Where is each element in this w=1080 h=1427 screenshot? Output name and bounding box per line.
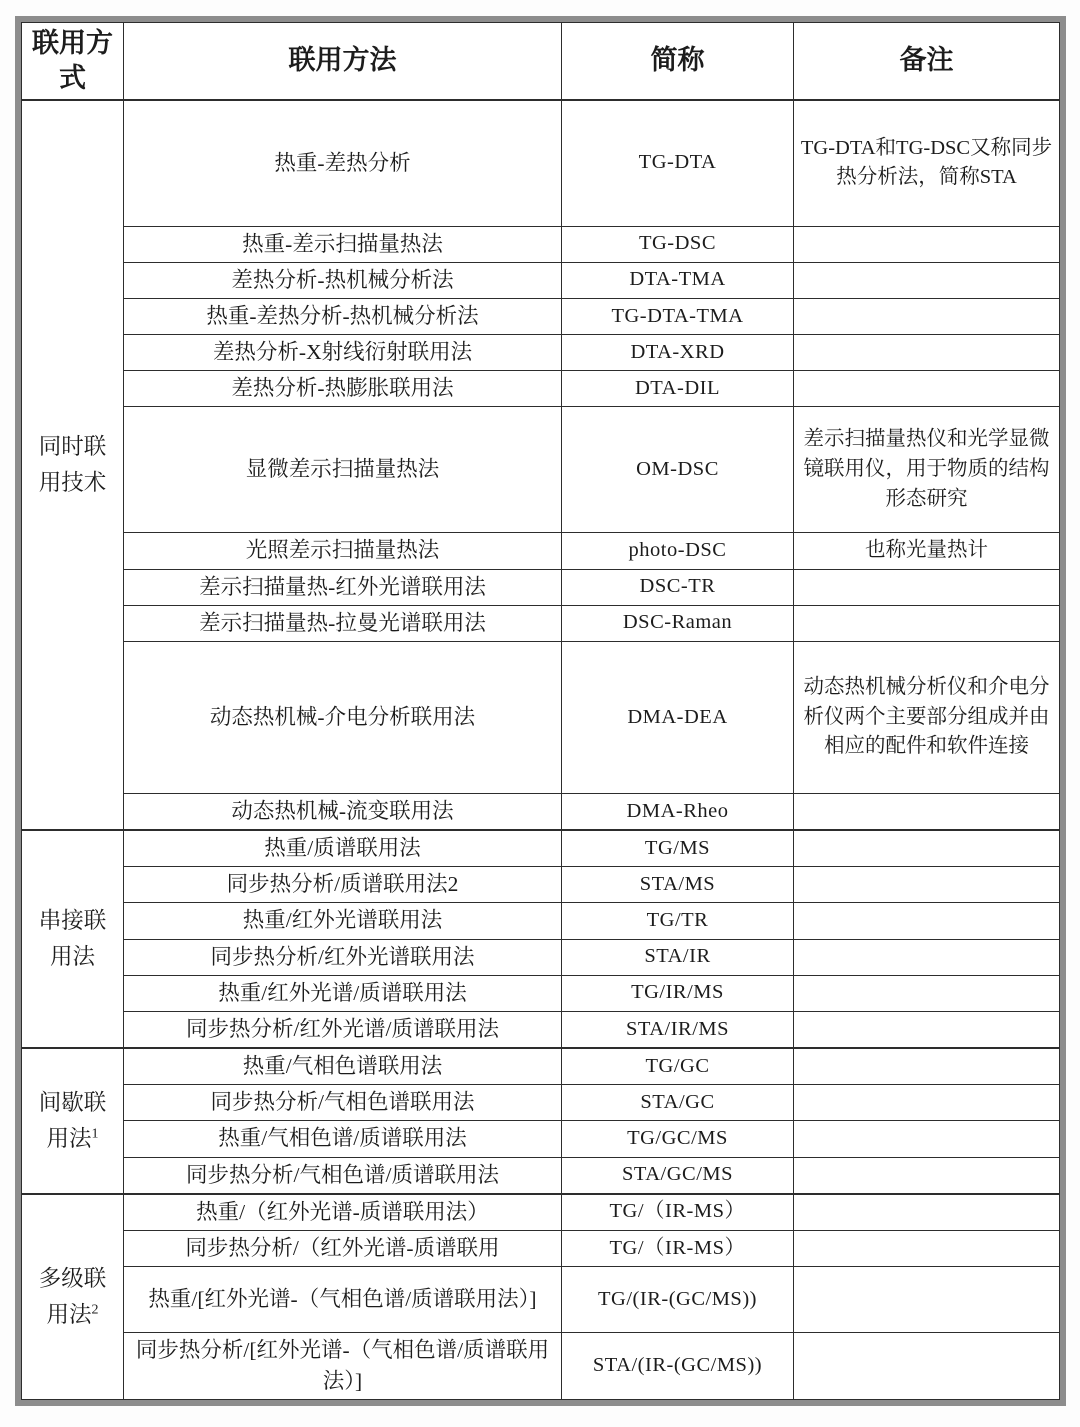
table-row	[22, 1085, 1060, 1121]
table-row	[22, 1121, 1060, 1157]
remark-cell	[794, 793, 1060, 830]
method-cell: 差热分析-X射线衍射联用法	[124, 335, 562, 371]
table-row	[22, 1230, 1060, 1266]
method-cell: 差示扫描量热-拉曼光谱联用法	[124, 605, 562, 641]
group-label: 同时联用技术	[38, 434, 107, 496]
column-header-remarks: 备注	[794, 23, 1060, 101]
remark-cell	[794, 975, 1060, 1011]
table-row	[22, 867, 1060, 903]
method-cell: 光照差示扫描量热法	[124, 533, 562, 569]
method-cell: 差热分析-热机械分析法	[124, 262, 562, 298]
remark-cell	[794, 335, 1060, 371]
table-row	[22, 1011, 1060, 1048]
column-header-abbreviation: 简称	[562, 23, 794, 101]
remark-cell	[794, 867, 1060, 903]
method-cell: 热重/红外光谱/质谱联用法	[124, 975, 562, 1011]
table-row	[22, 371, 1060, 407]
group-label-cell	[22, 1194, 124, 1400]
abbreviation-cell: DTA-DIL	[562, 371, 794, 407]
remark-cell	[794, 371, 1060, 407]
table-row	[22, 100, 1060, 226]
group-label: 多级联用法	[38, 1266, 107, 1328]
abbreviation-cell: STA/GC	[562, 1085, 794, 1121]
abbreviation-cell: TG/MS	[562, 830, 794, 867]
table-header	[22, 23, 1060, 101]
remark-cell	[794, 1085, 1060, 1121]
abbreviation-cell: STA/MS	[562, 867, 794, 903]
abbreviation-cell: TG-DTA-TMA	[562, 298, 794, 334]
remark-cell	[794, 939, 1060, 975]
remark-cell	[794, 262, 1060, 298]
remark-cell	[794, 298, 1060, 334]
method-cell: 热重/[红外光谱-（气相色谱/质谱联用法）]	[124, 1267, 562, 1333]
abbreviation-cell: TG-DSC	[562, 226, 794, 262]
abbreviation-cell: TG/(IR-(GC/MS))	[562, 1267, 794, 1333]
header-row	[22, 23, 1060, 101]
method-cell: 热重/质谱联用法	[124, 830, 562, 867]
method-cell: 同步热分析/红外光谱联用法	[124, 939, 562, 975]
abbreviation-cell: DTA-TMA	[562, 262, 794, 298]
table-row	[22, 793, 1060, 830]
method-cell: 同步热分析/[红外光谱-（气相色谱/质谱联用法）]	[124, 1333, 562, 1400]
remark-cell	[794, 1157, 1060, 1194]
method-cell: 热重-差示扫描量热法	[124, 226, 562, 262]
table-row	[22, 605, 1060, 641]
method-cell: 同步热分析/红外光谱/质谱联用法	[124, 1011, 562, 1048]
table-row	[22, 1048, 1060, 1085]
table-row	[22, 335, 1060, 371]
abbreviation-cell: TG-DTA	[562, 100, 794, 226]
table-row	[22, 569, 1060, 605]
abbreviation-cell: photo-DSC	[562, 533, 794, 569]
method-cell: 差热分析-热膨胀联用法	[124, 371, 562, 407]
abbreviation-cell: STA/(IR-(GC/MS))	[562, 1333, 794, 1400]
table-row	[22, 641, 1060, 793]
abbreviation-cell: TG/TR	[562, 903, 794, 939]
remark-cell: TG-DTA和TG-DSC又称同步热分析法，简称STA	[794, 100, 1060, 226]
column-header-coupling-mode: 联用方式	[22, 23, 124, 101]
abbreviation-cell: DMA-DEA	[562, 641, 794, 793]
method-cell: 动态热机械-流变联用法	[124, 793, 562, 830]
method-cell: 动态热机械-介电分析联用法	[124, 641, 562, 793]
remark-cell	[794, 830, 1060, 867]
table-row	[22, 407, 1060, 533]
group-label-cell	[22, 1048, 124, 1194]
abbreviation-cell: STA/IR/MS	[562, 1011, 794, 1048]
method-cell: 同步热分析/气相色谱联用法	[124, 1085, 562, 1121]
table-row	[22, 1333, 1060, 1400]
method-cell: 同步热分析/（红外光谱-质谱联用	[124, 1230, 562, 1266]
remark-cell	[794, 903, 1060, 939]
remark-cell: 差示扫描量热仪和光学显微镜联用仪，用于物质的结构形态研究	[794, 407, 1060, 533]
remark-cell	[794, 1011, 1060, 1048]
group-footnote-marker: 2	[91, 1302, 99, 1318]
abbreviation-cell: OM-DSC	[562, 407, 794, 533]
table-row	[22, 533, 1060, 569]
remark-cell	[794, 1121, 1060, 1157]
remark-cell	[794, 605, 1060, 641]
group-label-cell	[22, 830, 124, 1048]
remark-cell	[794, 1048, 1060, 1085]
group-label: 串接联用法	[38, 908, 107, 970]
method-cell: 同步热分析/气相色谱/质谱联用法	[124, 1157, 562, 1194]
remark-cell	[794, 226, 1060, 262]
table-row	[22, 298, 1060, 334]
table-row	[22, 830, 1060, 867]
table-row	[22, 1157, 1060, 1194]
abbreviation-cell: STA/GC/MS	[562, 1157, 794, 1194]
table-row	[22, 903, 1060, 939]
column-header-coupling-method: 联用方法	[124, 23, 562, 101]
method-cell: 差示扫描量热-红外光谱联用法	[124, 569, 562, 605]
method-cell: 热重-差热分析	[124, 100, 562, 226]
remark-cell	[794, 1333, 1060, 1400]
table-row	[22, 262, 1060, 298]
remark-cell	[794, 569, 1060, 605]
table-row	[22, 226, 1060, 262]
coupling-methods-table	[21, 22, 1060, 1400]
remark-cell: 也称光量热计	[794, 533, 1060, 569]
abbreviation-cell: DMA-Rheo	[562, 793, 794, 830]
method-cell: 热重/红外光谱联用法	[124, 903, 562, 939]
abbreviation-cell: DSC-Raman	[562, 605, 794, 641]
method-cell: 热重-差热分析-热机械分析法	[124, 298, 562, 334]
group-label-cell	[22, 100, 124, 830]
remark-cell	[794, 1194, 1060, 1231]
abbreviation-cell: TG/GC/MS	[562, 1121, 794, 1157]
table-row	[22, 1194, 1060, 1231]
method-cell: 同步热分析/质谱联用法2	[124, 867, 562, 903]
abbreviation-cell: TG/（IR-MS）	[562, 1230, 794, 1266]
table-row	[22, 939, 1060, 975]
abbreviation-cell: STA/IR	[562, 939, 794, 975]
group-footnote-marker: 1	[91, 1126, 99, 1142]
abbreviation-cell: DTA-XRD	[562, 335, 794, 371]
table-row	[22, 1267, 1060, 1333]
method-cell: 显微差示扫描量热法	[124, 407, 562, 533]
table-body	[22, 100, 1060, 1400]
table-row	[22, 975, 1060, 1011]
abbreviation-cell: DSC-TR	[562, 569, 794, 605]
abbreviation-cell: TG/GC	[562, 1048, 794, 1085]
method-cell: 热重/气相色谱联用法	[124, 1048, 562, 1085]
table-outer-border	[15, 16, 1066, 1406]
method-cell: 热重/气相色谱/质谱联用法	[124, 1121, 562, 1157]
remark-cell	[794, 1230, 1060, 1266]
abbreviation-cell: TG/（IR-MS）	[562, 1194, 794, 1231]
remark-cell	[794, 1267, 1060, 1333]
abbreviation-cell: TG/IR/MS	[562, 975, 794, 1011]
remark-cell: 动态热机械分析仪和介电分析仪两个主要部分组成并由相应的配件和软件连接	[794, 641, 1060, 793]
method-cell: 热重/（红外光谱-质谱联用法）	[124, 1194, 562, 1231]
group-label: 间歇联用法	[38, 1089, 107, 1151]
